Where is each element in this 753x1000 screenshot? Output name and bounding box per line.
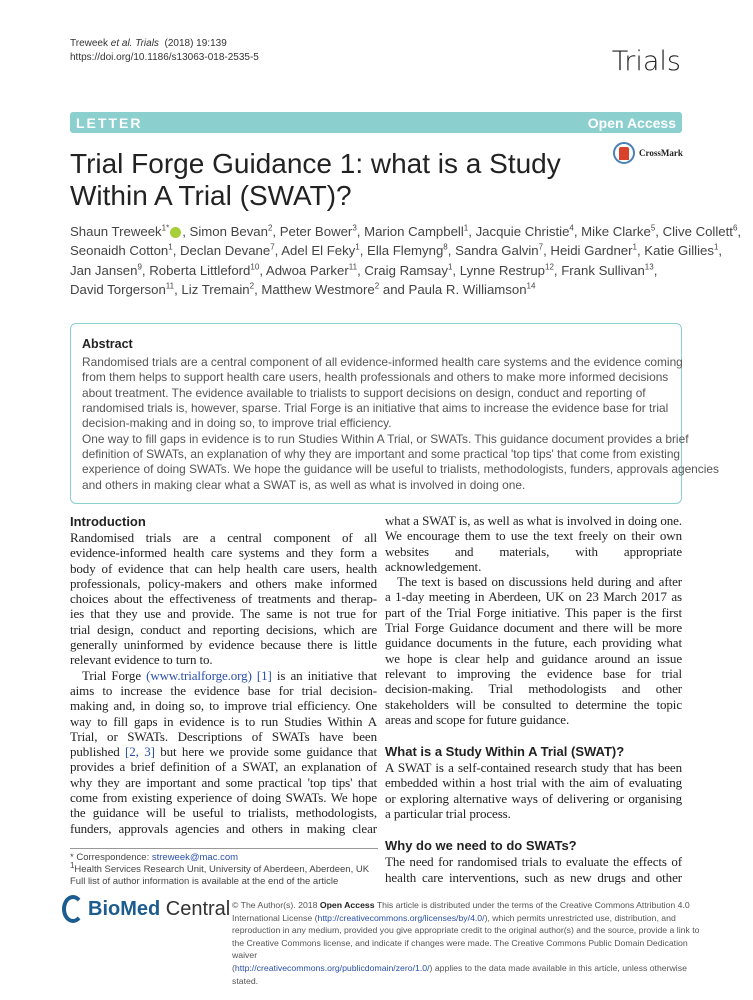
author-name: , Matthew Westmore [254, 281, 375, 297]
affiliation-sup: 1 [447, 262, 453, 272]
text-line: provides a brief definition of a SWAT, an explanation of [70, 759, 377, 775]
text-line: funders, approvals agencies and others in making clear [70, 820, 377, 836]
biomed-central-logo [62, 895, 230, 923]
biomed-arc-icon [62, 895, 84, 923]
license-text [232, 899, 702, 987]
author-line [70, 222, 742, 241]
left-column [70, 513, 377, 836]
paragraph [70, 668, 377, 836]
right-column [385, 513, 682, 885]
author-name: , Heidi Gardner [543, 243, 633, 259]
abstract-text [82, 355, 719, 493]
text-segment: is an initiative that [271, 667, 377, 683]
abstract-line: Randomised trials are a central component of all evidence-informed health care systems and the evidence coming [82, 355, 683, 370]
paragraph [70, 530, 377, 668]
author-name: , [718, 243, 723, 259]
correspondence-email-link[interactable]: streweek@mac.com [151, 852, 239, 863]
text-segment: ) applies to the data made available in this article, unless otherwise stated. [232, 962, 687, 986]
author-name: and Paula R. Williamson [379, 281, 527, 297]
text-line: the guidance will be useful to trialists, methodologists, [70, 805, 377, 821]
license-line [232, 937, 702, 962]
author-name: , Peter Bower [272, 224, 353, 239]
paragraph [385, 574, 682, 727]
logo-rest: Central [160, 897, 231, 920]
citation-etal: et al. [110, 38, 133, 49]
journal-name: Trials [611, 46, 681, 77]
text-line: Trial Forge Guidance document and there will be more [385, 620, 682, 636]
inline-link[interactable]: http://creativecommons.org/publicdomain/zero/1.0/ [234, 962, 430, 973]
text-line: stakeholders will be consulted to determine the topic [385, 696, 682, 712]
abstract-heading: Abstract [82, 337, 133, 352]
paragraph [385, 513, 682, 574]
text-line: A SWAT is a self-contained research study that has been [385, 760, 682, 776]
affiliation-sup: 1* [161, 223, 170, 233]
affiliation-sup: 2 [374, 281, 380, 291]
affiliation-sup: 4 [569, 223, 574, 233]
abstract-line: randomised trials is, however, sparse. Trial Forge is an initiative that aims to increase the evidence base for trial [82, 401, 669, 416]
text-line: acknowledgement. [385, 558, 482, 574]
text-segment: ( [232, 962, 235, 973]
text-segment: © The Author(s). 2018 [232, 900, 320, 910]
footnote [70, 848, 378, 888]
abstract-line: about treatment. The evidence available to trialists to support decisions on design, conduct and reporting of [82, 385, 646, 400]
author-name: , Craig Ramsay [357, 262, 448, 278]
text-line: websites and materials, with appropriate [385, 543, 682, 559]
affiliation-sup: 1 [713, 242, 719, 252]
orcid-icon[interactable] [170, 227, 181, 238]
text-line: decision-making. Trial methodologists and other [385, 681, 682, 697]
text-line [70, 744, 377, 759]
section-heading: Why do we need to do SWATs? [385, 838, 577, 854]
affiliation-sup: 1 [355, 242, 360, 252]
text-line: choices about the effectiveness of treatments and therap- [70, 591, 377, 607]
text-segment: This article is distributed under the terms of the Creative Commons Attribution 4.0 [374, 900, 690, 910]
section-heading: What is a Study Within A Trial (SWAT)? [385, 744, 625, 760]
author-line [70, 280, 710, 299]
text-line: Randomised trials are a central component of all [70, 530, 377, 545]
license-line [232, 962, 702, 987]
affiliation-sup: 2 [249, 281, 255, 291]
affiliation-sup: 9 [137, 262, 142, 272]
text-segment: but here we provide some guidance that [154, 744, 377, 760]
text-line: way to fill gaps in evidence is to run Studies Within A [70, 713, 377, 729]
author-name: , Declan Devane [172, 243, 271, 259]
text-line: Trial, or SWATs. Descriptions of SWATs have been [70, 728, 377, 744]
affiliation-sup: 10 [250, 262, 260, 272]
text-line: or exploring alternative ways of delivering or organising [385, 790, 682, 806]
crossmark-label: CrossMark [639, 148, 683, 158]
author-info-note: Full list of author information is available at the end of the article [70, 876, 339, 887]
citation-journal: Trials [135, 38, 159, 49]
logo-bold: BioMed [88, 897, 161, 920]
affiliation-sup: 14 [526, 281, 536, 291]
text-line: come from existing experience of doing SWATs. We hope [70, 790, 377, 806]
affiliation: Health Services Research Unit, University of Aberdeen, Aberdeen, UK [74, 864, 370, 875]
abstract-line: experience of doing SWATs. We hope the guidance will be useful to trialists, methodologists, funders, approvals agencies [82, 462, 719, 477]
author-name: , Adwoa Parker [259, 262, 349, 278]
license-line [232, 899, 702, 912]
inline-link[interactable]: [1] [256, 667, 272, 683]
affiliation-sup: 7 [538, 242, 544, 252]
text-line: evidence-informed health care systems and they form a [70, 545, 377, 561]
abstract-line: and others in making clear what a SWAT is, as well as what is involved in doing one. [82, 477, 526, 492]
article-type-banner [70, 112, 682, 133]
abstract-line: definition of SWATs, an explanation of why they are important and some practical 'top tips' that come from existing [82, 446, 681, 461]
affiliation-sup: 7 [270, 242, 275, 252]
author-name: David Torgerson [70, 281, 166, 297]
section-heading: Introduction [70, 514, 146, 529]
text-line: aims to increase the evidence base for trial decision- [70, 682, 377, 698]
text-line: The text is based on discussions held during and after [397, 574, 682, 590]
text-line: health care interventions, such as new drugs and other [385, 869, 682, 885]
citation-volume: (2018) 19:139 [164, 38, 227, 49]
author-name: , Adel El Feky [274, 243, 356, 259]
text-line: ies that they use and provide. The same is not true for [70, 606, 377, 622]
affiliation-sup: 3 [352, 223, 357, 233]
abstract-box [70, 323, 719, 504]
text-line: The need for randomised trials to evaluate the effects of [385, 854, 682, 870]
license-line [232, 924, 702, 937]
license-line [232, 912, 702, 925]
affiliation-sup: 12 [545, 262, 554, 272]
text-line: part of the Trial Forge initiative. This paper is the first [385, 604, 682, 620]
text-line: a particular trial process. [385, 806, 511, 822]
author-line [70, 261, 710, 280]
abstract-line: decision-making and in doing so, to improve trial efficiency. [82, 416, 392, 431]
text-line: guidance documents in the future, each providing what [385, 635, 682, 651]
open-access-label: Open Access [587, 114, 676, 131]
text-line: why they are important and some practical 'top tips' that [70, 774, 377, 790]
affiliation-sup: 6 [732, 223, 738, 233]
text-segment: Trial Forge [82, 667, 147, 683]
abstract-line: from them helps to support health care users, health professionals and others to make more informed decisions [82, 370, 669, 385]
text-segment: published [70, 744, 126, 760]
text-segment: the Creative Commons license, and indicate if changes were made. The Creative Commons Public Domain Dedication waiver [232, 937, 688, 961]
text-segment: reproduction in any medium, provided you give appropriate credit to the original author(s) and the source, provide a link to [232, 925, 700, 936]
author-name: , Katie Gillies [636, 243, 714, 259]
author-name: , Frank Sullivan [553, 262, 645, 278]
affiliation-sup: 11 [348, 262, 358, 272]
text-line: generally uninformed by evidence because there is little [70, 637, 377, 653]
correspondence-label: * Correspondence: [70, 852, 152, 863]
text-line: relevant evidence to turn to. [70, 652, 213, 668]
text-line: We encourage them to use the text freely on their own [385, 528, 682, 544]
author-name: , Liz Tremain [174, 281, 250, 297]
text-line [70, 668, 377, 683]
author-name: , Clive Collett [655, 224, 733, 239]
inline-link[interactable]: [2, 3] [125, 744, 155, 760]
author-name: , Lynne Restrup [452, 262, 545, 278]
author-name: , Marion Campbell [356, 224, 464, 239]
citation-authors: Treweek [70, 38, 108, 49]
author-name: Seonaidh Cotton [70, 243, 169, 259]
author-name: , Simon Bevan [182, 224, 268, 239]
author-name: , Roberta Littleford [141, 262, 251, 278]
author-name: , [653, 262, 658, 278]
affiliation-sup: 1 [168, 242, 173, 252]
article-title: Trial Forge Guidance 1: what is a Study Within A Trial (SWAT)? [70, 148, 561, 211]
text-line: what a SWAT is, as well as what is involved in doing one. [385, 513, 682, 528]
text-line: relevant to improving the evidence base for trial [385, 665, 682, 681]
author-name: , Mike Clarke [573, 224, 651, 239]
text-line: we hope is clear help and guidance around an issue [385, 650, 682, 666]
paragraph [385, 854, 682, 885]
text-segment: Open Access [319, 900, 375, 910]
article-type: LETTER [76, 114, 143, 131]
text-line: embedded within a host trial with the aim of evaluating [385, 775, 682, 791]
text-line: a 1-day meeting in Aberdeen, UK on 23 March 2017 as [385, 589, 682, 605]
affiliation-sup: 13 [644, 262, 654, 272]
inline-link[interactable]: http://creativecommons.org/licenses/by/4.0/ [317, 912, 485, 923]
author-line [70, 241, 723, 260]
author-name: Shaun Treweek [70, 224, 162, 239]
text-line: professionals, policy-makers and others make informed [70, 575, 377, 591]
affiliation-number: 1 [70, 860, 75, 870]
text-line: areas and scope for future guidance. [385, 711, 570, 727]
text-line: trial design, conduct and reporting decisions, which are [70, 621, 377, 637]
running-header [70, 37, 259, 65]
author-name: Jan Jansen [70, 262, 138, 278]
inline-link[interactable]: (www.trialforge.org) [146, 667, 252, 683]
front-matter [70, 148, 742, 504]
author-name: , Jacquie Christie [468, 224, 570, 239]
affiliation-sup: 5 [650, 223, 656, 233]
paragraph [385, 760, 682, 821]
affiliation-sup: 2 [267, 223, 273, 233]
author-name: , Ella Flemyng [359, 243, 444, 259]
author-name: , Sandra Galvin [447, 243, 539, 259]
text-line: body of evidence that can help health care users, health [70, 560, 377, 576]
author-name: , [737, 224, 742, 239]
text-segment: International License ( [232, 912, 318, 923]
affiliation-sup: 8 [443, 242, 448, 252]
affiliation-sup: 1 [632, 242, 637, 252]
affiliation-sup: 11 [165, 281, 175, 291]
affiliation-sup: 1 [463, 223, 469, 233]
doi-link[interactable]: https://doi.org/10.1186/s13063-018-2535-5 [70, 52, 259, 63]
abstract-line: One way to fill gaps in evidence is to run Studies Within A Trial, or SWATs. This guidance document provides a brief [82, 431, 689, 446]
author-list [70, 222, 742, 299]
text-segment: ), which permits unrestricted use, distribution, and [484, 912, 676, 923]
text-line: making and, in doing so, to improve trial efficiency. One [70, 698, 377, 714]
